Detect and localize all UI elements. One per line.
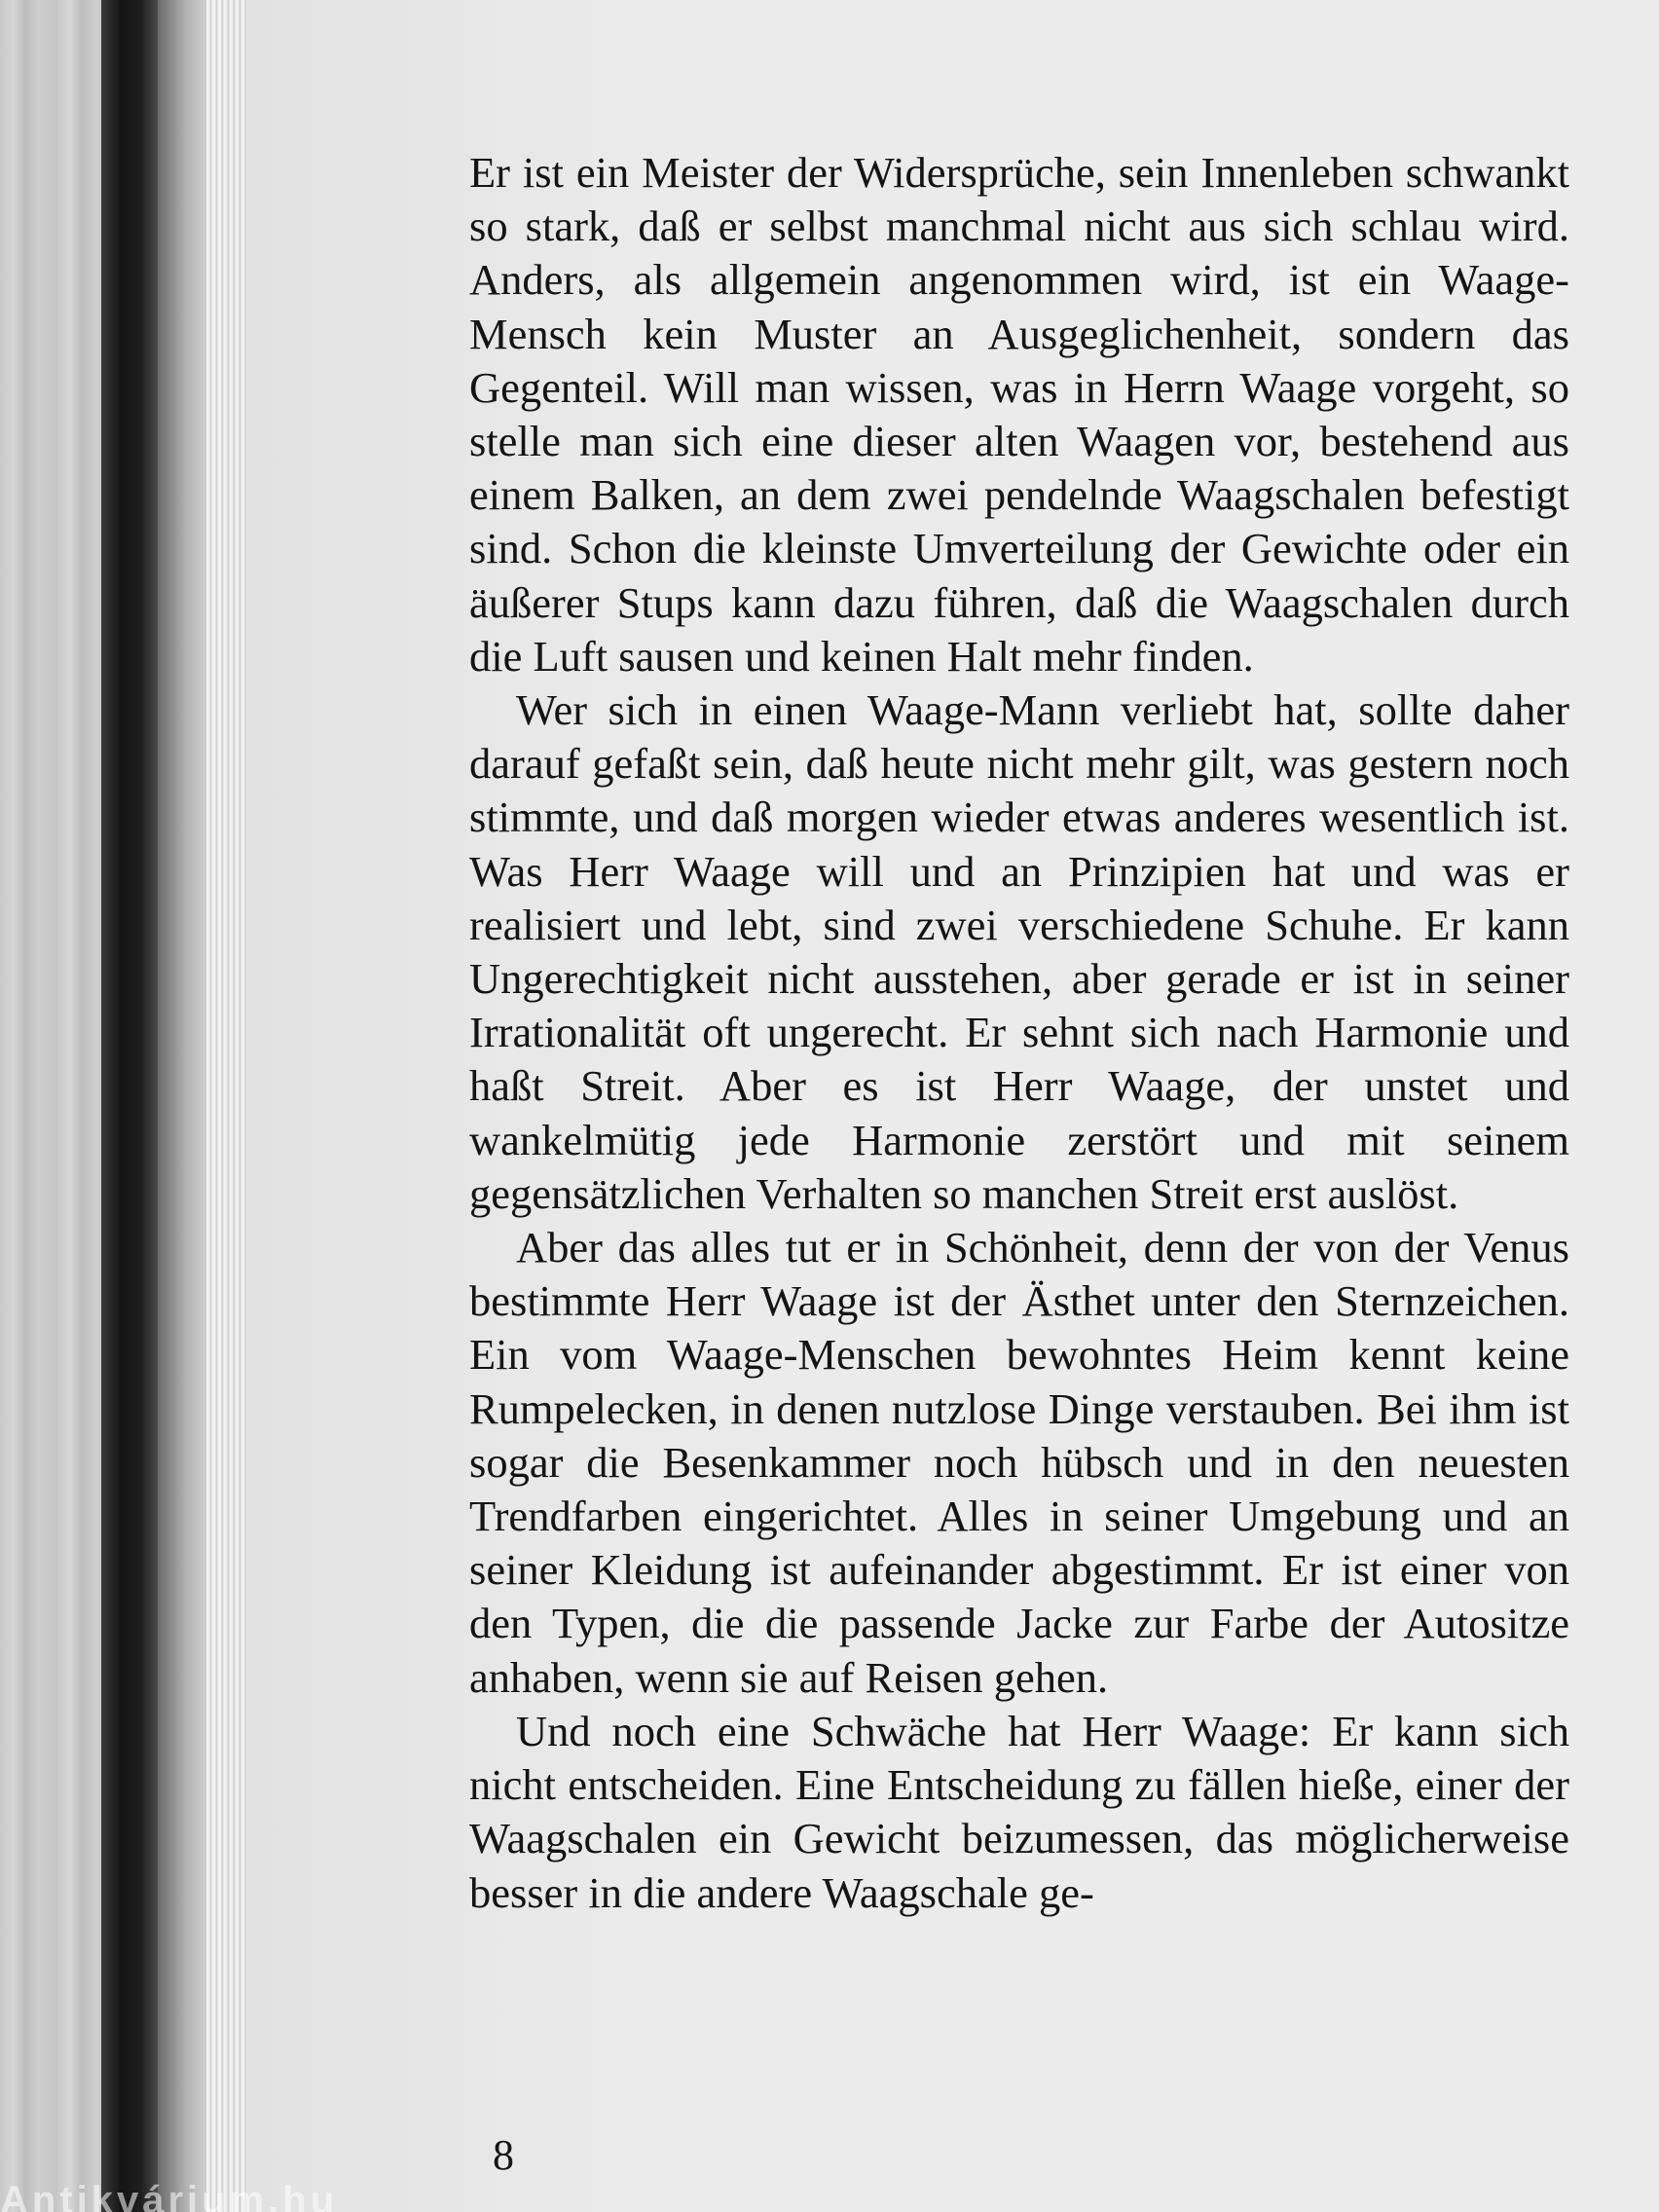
binding-shadow [158, 0, 206, 2212]
wood-background [0, 0, 117, 2212]
page-edges [206, 0, 247, 2212]
page-number: 8 [493, 2131, 514, 2179]
paragraph-2: Wer sich in einen Waage-Mann verliebt hat, sollte daher darauf gefaßt sein, daß heute nicht mehr gilt, was gestern noch stimmte, und daß morgen wieder etwas anderes wesentlich ist. Was Herr Waage will und an Prinzipien hat und was er realisiert und lebt, sind zwei verschiedene Schuhe. Er kann Ungerechtigkeit nicht ausstehen, aber gerade er ist in seiner Irrationalität oft ungerecht. Er sehnt sich nach Harmonie und haßt Streit. Aber es ist Herr Waage, der unstet und wankelmütig jede Harmonie zerstört und mit seinem gegensätzlichen Verhalten so manchen Streit erst auslöst. [469, 685, 1569, 1218]
watermark: Antikvárium.hu [0, 2179, 339, 2212]
book-binding [101, 0, 158, 2212]
paragraph-1: Er ist ein Meister der Widersprüche, sein Innenleben schwankt so stark, daß er selbst manchmal nicht aus sich schlau wird. Anders, als allgemein angenommen wird, ist ein Waage-Mensch kein Muster an Ausgeglichenheit, sondern das Gegenteil. Will man wissen, was in Herrn Waage vorgeht, so stelle man sich eine dieser alten Waagen vor, bestehend aus einem Balken, an dem zwei pendelnde Waagschalen befestigt sind. Schon die kleinste Umverteilung der Gewichte oder ein äußerer Stups kann dazu führen, daß die Waagschalen durch die Luft sausen und keinen Halt mehr finden. [469, 148, 1569, 681]
body-text [469, 146, 1569, 1920]
paragraph-3: Aber das alles tut er in Schönheit, denn der von der Venus bestimmte Herr Waage ist der Ästhet unter den Sternzeichen. Ein vom Waage-Menschen bewohntes Heim kennt keine Rumpelecken, in denen nutzlose Dinge verstauben. Bei ihm ist sogar die Besenkammer noch hübsch und in den neuesten Trendfarben eingerichtet. Alles in seiner Umgebung und an seiner Kleidung ist aufeinander abgestimmt. Er ist einer von den Typen, die die passende Jacke zur Farbe der Autositze anhaben, wenn sie auf Reisen gehen. [469, 1223, 1569, 1702]
paragraph-4: Und noch eine Schwäche hat Herr Waage: Er kann sich nicht entscheiden. Eine Entscheidung zu fällen hieße, einer der Waagschalen ein Gewicht beizumessen, das möglicherweise besser in die andere Waagschale ge- [469, 1706, 1569, 1917]
